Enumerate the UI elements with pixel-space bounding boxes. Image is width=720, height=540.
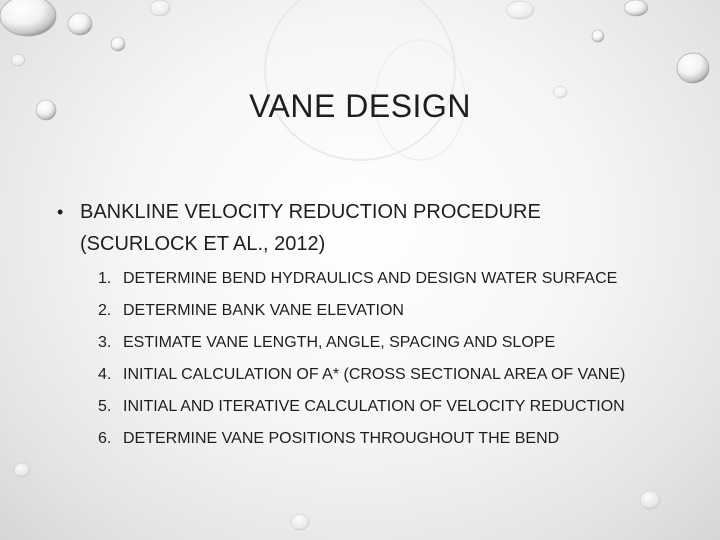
- step-text: DETERMINE VANE POSITIONS THROUGHOUT THE BEND: [123, 430, 560, 447]
- step-number: 2.: [98, 302, 112, 319]
- step-number: 3.: [98, 334, 112, 351]
- step-number: 5.: [98, 398, 112, 415]
- step-text: DETERMINE BEND HYDRAULICS AND DESIGN WATER SURFACE: [123, 270, 618, 287]
- step-text: DETERMINE BANK VANE ELEVATION: [123, 302, 404, 319]
- list-item: [98, 362, 657, 387]
- list-item: [98, 394, 657, 419]
- droplet: [11, 54, 25, 66]
- droplet: [14, 463, 30, 477]
- procedure-steps-list: [57, 266, 657, 451]
- main-bullet: [57, 196, 657, 260]
- droplet: [624, 0, 648, 16]
- droplet: [640, 491, 660, 509]
- droplet: [592, 30, 604, 42]
- step-text: INITIAL AND ITERATIVE CALCULATION OF VELOCITY REDUCTION: [123, 398, 625, 415]
- list-item: [98, 330, 657, 355]
- droplet: [677, 53, 709, 83]
- droplet: [150, 0, 170, 16]
- step-number: 1.: [98, 270, 112, 287]
- droplet: [506, 1, 534, 19]
- step-text: INITIAL CALCULATION OF A* (CROSS SECTIONAL AREA OF VANE): [123, 366, 626, 383]
- droplet: [0, 0, 56, 36]
- step-number: 4.: [98, 366, 112, 383]
- bullet-marker: •: [57, 202, 64, 222]
- step-number: 6.: [98, 430, 112, 447]
- droplet: [68, 13, 92, 35]
- slide-title: VANE DESIGN: [249, 88, 471, 124]
- droplet: [111, 37, 125, 51]
- step-text: ESTIMATE VANE LENGTH, ANGLE, SPACING AND SLOPE: [123, 334, 556, 351]
- list-item: [98, 298, 657, 323]
- slide-content: [57, 196, 657, 458]
- list-item: [98, 266, 657, 291]
- droplet-ring: [265, 0, 455, 160]
- droplet: [291, 514, 309, 530]
- list-item: [98, 426, 657, 451]
- main-bullet-text: BANKLINE VELOCITY REDUCTION PROCEDURE (SCURLOCK ET AL., 2012): [80, 201, 541, 255]
